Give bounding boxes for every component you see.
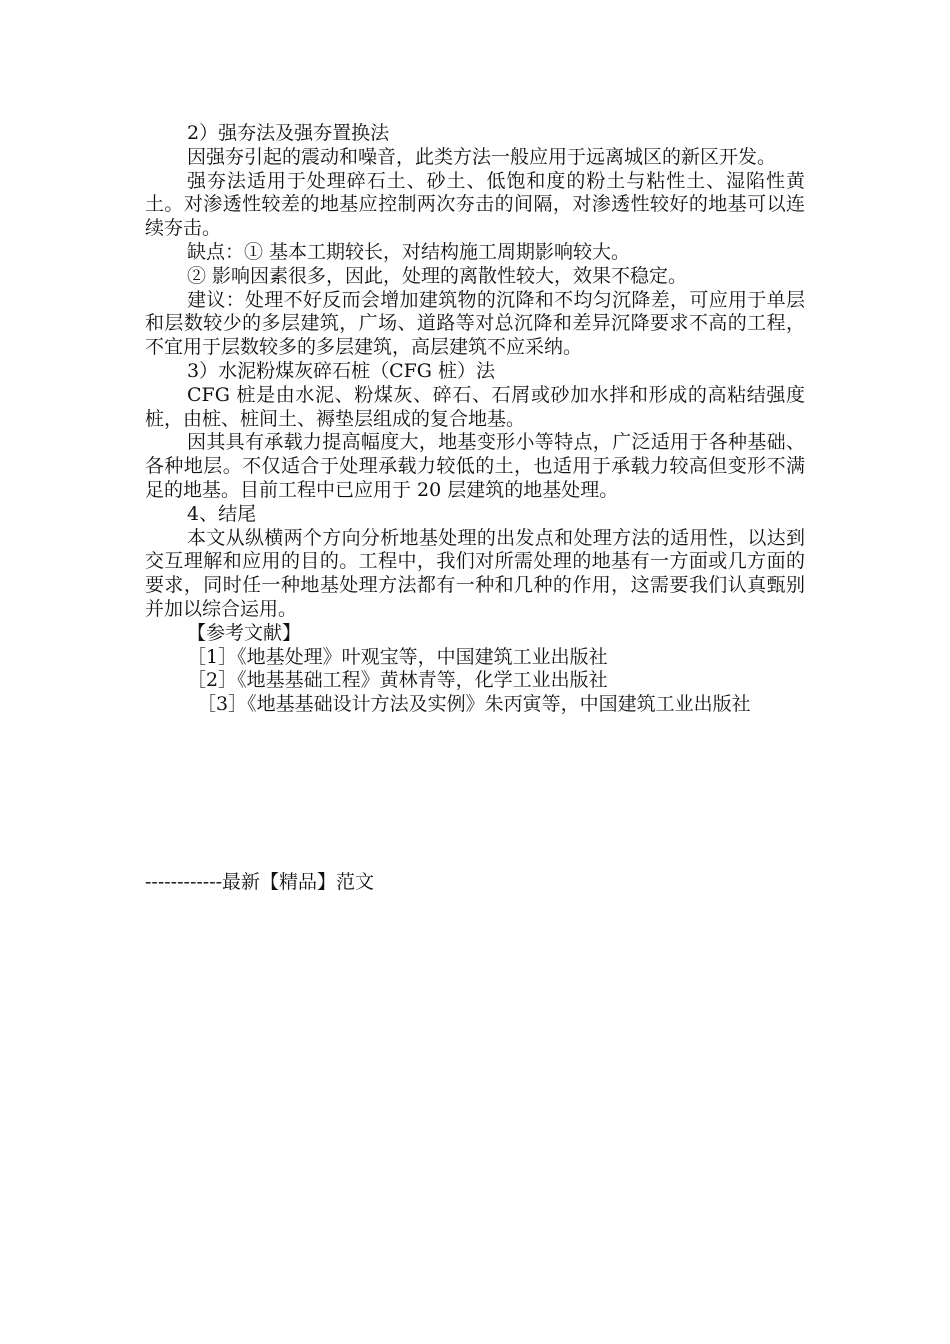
paragraph-conclusion: 本文从纵横两个方向分析地基处理的出发点和处理方法的适用性，以达到交互理解和应用的目的。工程中，我们对所需处理的地基有一方面或几方面的要求，同时任一种地基处理方法都有一种和几种的作用，这需要我们认真甄别并加以综合运用。	[145, 526, 805, 620]
paragraph: 因其具有承载力提高幅度大，地基变形小等特点，广泛适用于各种基础、各种地层。不仅适合于处理承载力较低的土，也适用于承载力较高但变形不满足的地基。目前工程中已应用于 20 层建筑的地基处理。	[145, 431, 805, 501]
paragraph-disadvantage-2: ② 影响因素很多，因此，处理的离散性较大，效果不稳定。	[187, 264, 688, 287]
references-heading: 【参考文献】	[187, 621, 302, 644]
document-body	[145, 122, 805, 717]
reference-item-3: ［3］《地基基础设计方法及实例》朱丙寅等，中国建筑工业出版社	[197, 693, 751, 716]
section-heading-conclusion: 4、结尾	[187, 502, 257, 525]
section-heading-cfg-pile: 3）水泥粉煤灰碎石桩（CFG 桩）法	[187, 359, 496, 382]
reference-item-1: ［1］《地基处理》叶观宝等，中国建筑工业出版社	[187, 645, 608, 668]
footer-tagline: ------------最新【精品】范文	[145, 871, 375, 893]
paragraph: 强夯法适用于处理碎石土、砂土、低饱和度的粉土与粘性土、湿陷性黄土。对渗透性较差的地基应控制两次夯击的间隔，对渗透性较好的地基可以连续夯击。	[145, 169, 805, 240]
section-heading-dynamic-compaction: 2）强夯法及强夯置换法	[187, 122, 390, 144]
paragraph-suggestion: 建议：处理不好反而会增加建筑物的沉降和不均匀沉降差，可应用于单层和层数较少的多层建筑，广场、道路等对总沉降和差异沉降要求不高的工程，不宜用于层数较多的多层建筑，高层建筑不应采纳。	[145, 288, 805, 359]
paragraph-disadvantage-1: 缺点：① 基本工期较长，对结构施工周期影响较大。	[187, 240, 631, 263]
paragraph: CFG 桩是由水泥、粉煤灰、碎石、石屑或砂加水拌和形成的高粘结强度桩，由桩、桩间土、褥垫层组成的复合地基。	[145, 383, 805, 430]
paragraph: 因强夯引起的震动和噪音，此类方法一般应用于远离城区的新区开发。	[187, 145, 777, 168]
reference-item-2: ［2］《地基基础工程》黄林青等，化学工业出版社	[187, 669, 608, 692]
